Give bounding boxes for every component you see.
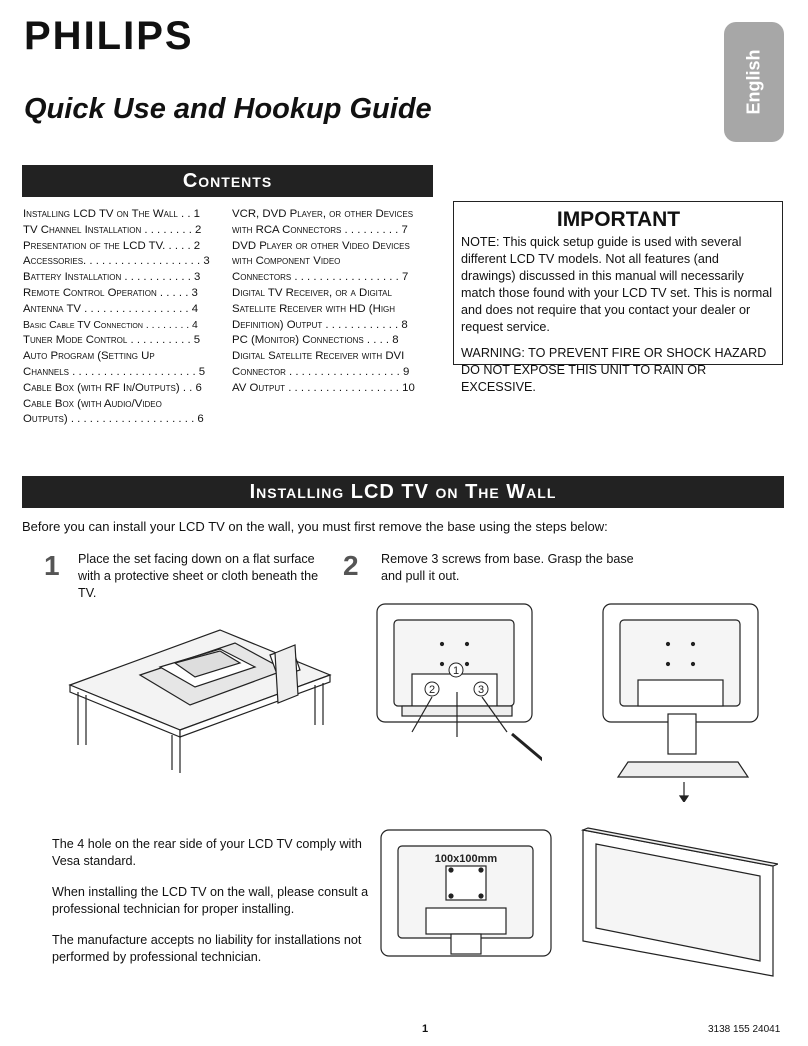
vesa-label: 100x100mm xyxy=(434,853,498,865)
toc-right-column xyxy=(232,207,432,397)
toc-entry: PC (Monitor) Connections . . . . 8 xyxy=(232,334,399,347)
language-tab xyxy=(724,22,784,142)
document-code: 3138 155 24041 xyxy=(708,1024,781,1035)
vesa-rear-illustration xyxy=(376,828,556,963)
step-1-text: Place the set facing down on a flat surface with a protective sheet or cloth beneath the TV. xyxy=(78,552,319,600)
page-number: 1 xyxy=(422,1023,429,1035)
toc-entry: Installing LCD TV on The Wall . . 1 xyxy=(23,208,200,220)
toc-entry: Antenna TV . . . . . . . . . . . . . . . . . 4 xyxy=(23,302,199,315)
screw-label-1: 1 xyxy=(452,665,460,677)
toc-entry: Cable Box (with Audio/Video xyxy=(23,397,162,410)
important-note: NOTE: This quick setup guide is used with several different LCD TV models. Not all features (and drawings) discussed in this manual will necessarily match those found with your LCD TV set. This is normal and does not require that you contact your dealer or request service. xyxy=(461,235,773,334)
toc-entry: Connector . . . . . . . . . . . . . . . . . . 9 xyxy=(232,365,410,378)
important-warning: WARNING: TO PREVENT FIRE OR SHOCK HAZARD DO NOT EXPOSE THIS UNIT TO RAIN OR EXCESSIVE. xyxy=(461,346,767,394)
step-2-number: 2 xyxy=(343,550,359,581)
wall-install-notes xyxy=(52,836,372,980)
note-vesa: The 4 hole on the rear side of your LCD TV comply with Vesa standard. xyxy=(52,837,362,868)
wall-install-heading: Installing LCD TV on The Wall xyxy=(22,476,784,508)
toc-entry: Digital Satellite Receiver with DVI xyxy=(232,350,405,363)
wall-install-intro: Before you can install your LCD TV on the wall, you must first remove the base using the steps below: xyxy=(22,519,608,534)
language-tab-label: English xyxy=(743,49,764,115)
toc-left-column xyxy=(23,207,223,428)
base-removed-illustration xyxy=(598,602,768,802)
tv-on-table-illustration xyxy=(60,615,350,775)
toc-entry: Presentation of the LCD TV. . . . . 2 xyxy=(23,239,201,252)
important-box xyxy=(453,201,783,394)
toc-entry: VCR, DVD Player, or other Devices xyxy=(232,208,414,220)
note-technician: When installing the LCD TV on the wall, please consult a professional technician for proper installing. xyxy=(52,885,369,916)
toc-entry: Remote Control Operation . . . . . 3 xyxy=(23,286,198,299)
toc-entry: AV Output . . . . . . . . . . . . . . . . . . 10 xyxy=(232,381,415,394)
toc-entry: Basic Cable TV Connection . . . . . . . . 4 xyxy=(23,319,198,331)
toc-entry: with RCA Connectors . . . . . . . . . 7 xyxy=(232,223,408,236)
brand-logo: PHILIPS xyxy=(24,14,194,58)
toc-entry: Accessories. . . . . . . . . . . . . . . . . . . 3 xyxy=(23,255,210,268)
screw-label-3: 3 xyxy=(477,684,485,696)
toc-entry: Digital TV Receiver, or a Digital xyxy=(232,286,392,299)
toc-entry: Outputs) . . . . . . . . . . . . . . . . . . . . 6 xyxy=(23,413,204,426)
toc-entry: Cable Box (with RF In/Outputs) . . 6 xyxy=(23,381,202,394)
step-2-text: Remove 3 screws from base. Grasp the base and pull it out. xyxy=(381,552,634,583)
toc-entry: Auto Program (Setting Up xyxy=(23,350,155,363)
toc-entry: DVD Player or other Video Devices xyxy=(232,239,410,252)
important-heading: IMPORTANT xyxy=(556,208,681,231)
toc-entry: with Component Video xyxy=(232,255,341,268)
rear-tv-screws-illustration xyxy=(372,602,542,782)
note-liability: The manufacture accepts no liability for installations not performed by professional technician. xyxy=(52,933,362,964)
contents-heading-text: Contents xyxy=(182,170,273,192)
toc-entry: Satellite Receiver with HD (High xyxy=(232,302,396,315)
step-1-number: 1 xyxy=(44,550,60,581)
screw-label-2: 2 xyxy=(428,684,436,696)
page-title: Quick Use and Hookup Guide xyxy=(24,93,432,125)
toc-entry: Battery Installation . . . . . . . . . . . 3 xyxy=(23,271,201,284)
toc-entry: Definition) Output . . . . . . . . . . . . 8 xyxy=(232,318,408,331)
angled-tv-illustration xyxy=(578,826,778,986)
contents-heading xyxy=(22,165,433,197)
toc-entry: Channels . . . . . . . . . . . . . . . . . . . . 5 xyxy=(23,365,206,378)
toc-entry: Connectors . . . . . . . . . . . . . . . . . 7 xyxy=(232,271,409,284)
toc-entry: TV Channel Installation . . . . . . . . 2 xyxy=(23,223,202,236)
toc-entry: Tuner Mode Control . . . . . . . . . . 5 xyxy=(23,334,201,347)
